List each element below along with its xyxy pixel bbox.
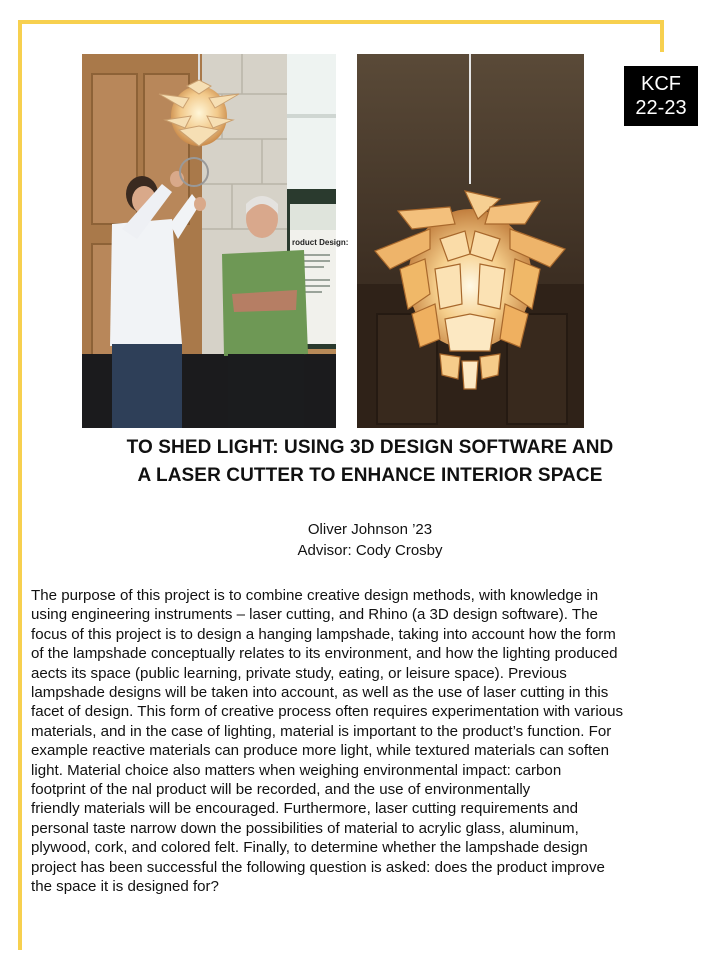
frame-top-border (18, 20, 664, 24)
badge-line-1: KCF (641, 73, 681, 95)
frame-left-border (18, 20, 22, 950)
frame-right-border (660, 20, 664, 52)
abstract-line: project has been successful the following question is asked: does the product improve (31, 858, 605, 876)
title-line-2: A LASER CUTTER TO ENHANCE INTERIOR SPACE (137, 465, 603, 486)
abstract-line: using engineering instruments – laser cutting, and Rhino (a 3D design software). The (31, 606, 598, 624)
abstract-paragraph (31, 586, 715, 897)
abstract-line: materials, and in the case of lighting, material is important to the product’s function. For (31, 722, 612, 740)
abstract-line: the space it is designed for? (31, 878, 219, 896)
photo-students-with-lamp (82, 54, 349, 428)
abstract-line: aects its space (public learning, private study, eating, or leisure space). Previous (31, 664, 567, 682)
abstract-line: focus of this project is to design a hanging lampshade, taking into account how the form (31, 625, 616, 643)
abstract-line: lampshade designs will be taken into account, as well as the use of laser cutting in this (31, 684, 609, 702)
abstract-line: of the lampshade conceptually relates to its environment, and how the lighting produced (31, 645, 618, 663)
abstract-line: The purpose of this project is to combine creative design methods, with knowledge in (31, 587, 599, 604)
abstract-line: friendly materials will be encouraged. Furthermore, laser cutting requirements and (31, 800, 578, 818)
abstract-line: example reactive materials can produce more light, while textured materials can soften (31, 742, 610, 760)
author-block (40, 519, 700, 561)
title-line-1: TO SHED LIGHT: USING 3D DESIGN SOFTWARE AND (126, 437, 614, 458)
abstract-line: facet of design. This form of creative process often requires experimentation with various (31, 703, 624, 721)
badge-line-2: 22-23 (635, 97, 687, 119)
kcf-year-badge (624, 66, 698, 126)
advisor-name: Advisor: Cody Crosby (297, 542, 443, 559)
abstract-line: personal taste narrow down the possibilities of material to acrylic glass, aluminum, (31, 819, 579, 837)
photo-lampshade-closeup (357, 54, 584, 428)
abstract-line: footprint of the nal product will be recorded, and the use of environmentally (31, 781, 531, 799)
author-name: Oliver Johnson ’23 (307, 521, 433, 538)
abstract-line: light. Material choice also matters when weighing environmental impact: carbon (31, 761, 562, 779)
abstract-line: plywood, cork, and colored felt. Finally, to determine whether the lampshade design (31, 839, 588, 857)
poster-title (40, 434, 700, 490)
poster-sign-text: roduct Design: (292, 238, 349, 247)
